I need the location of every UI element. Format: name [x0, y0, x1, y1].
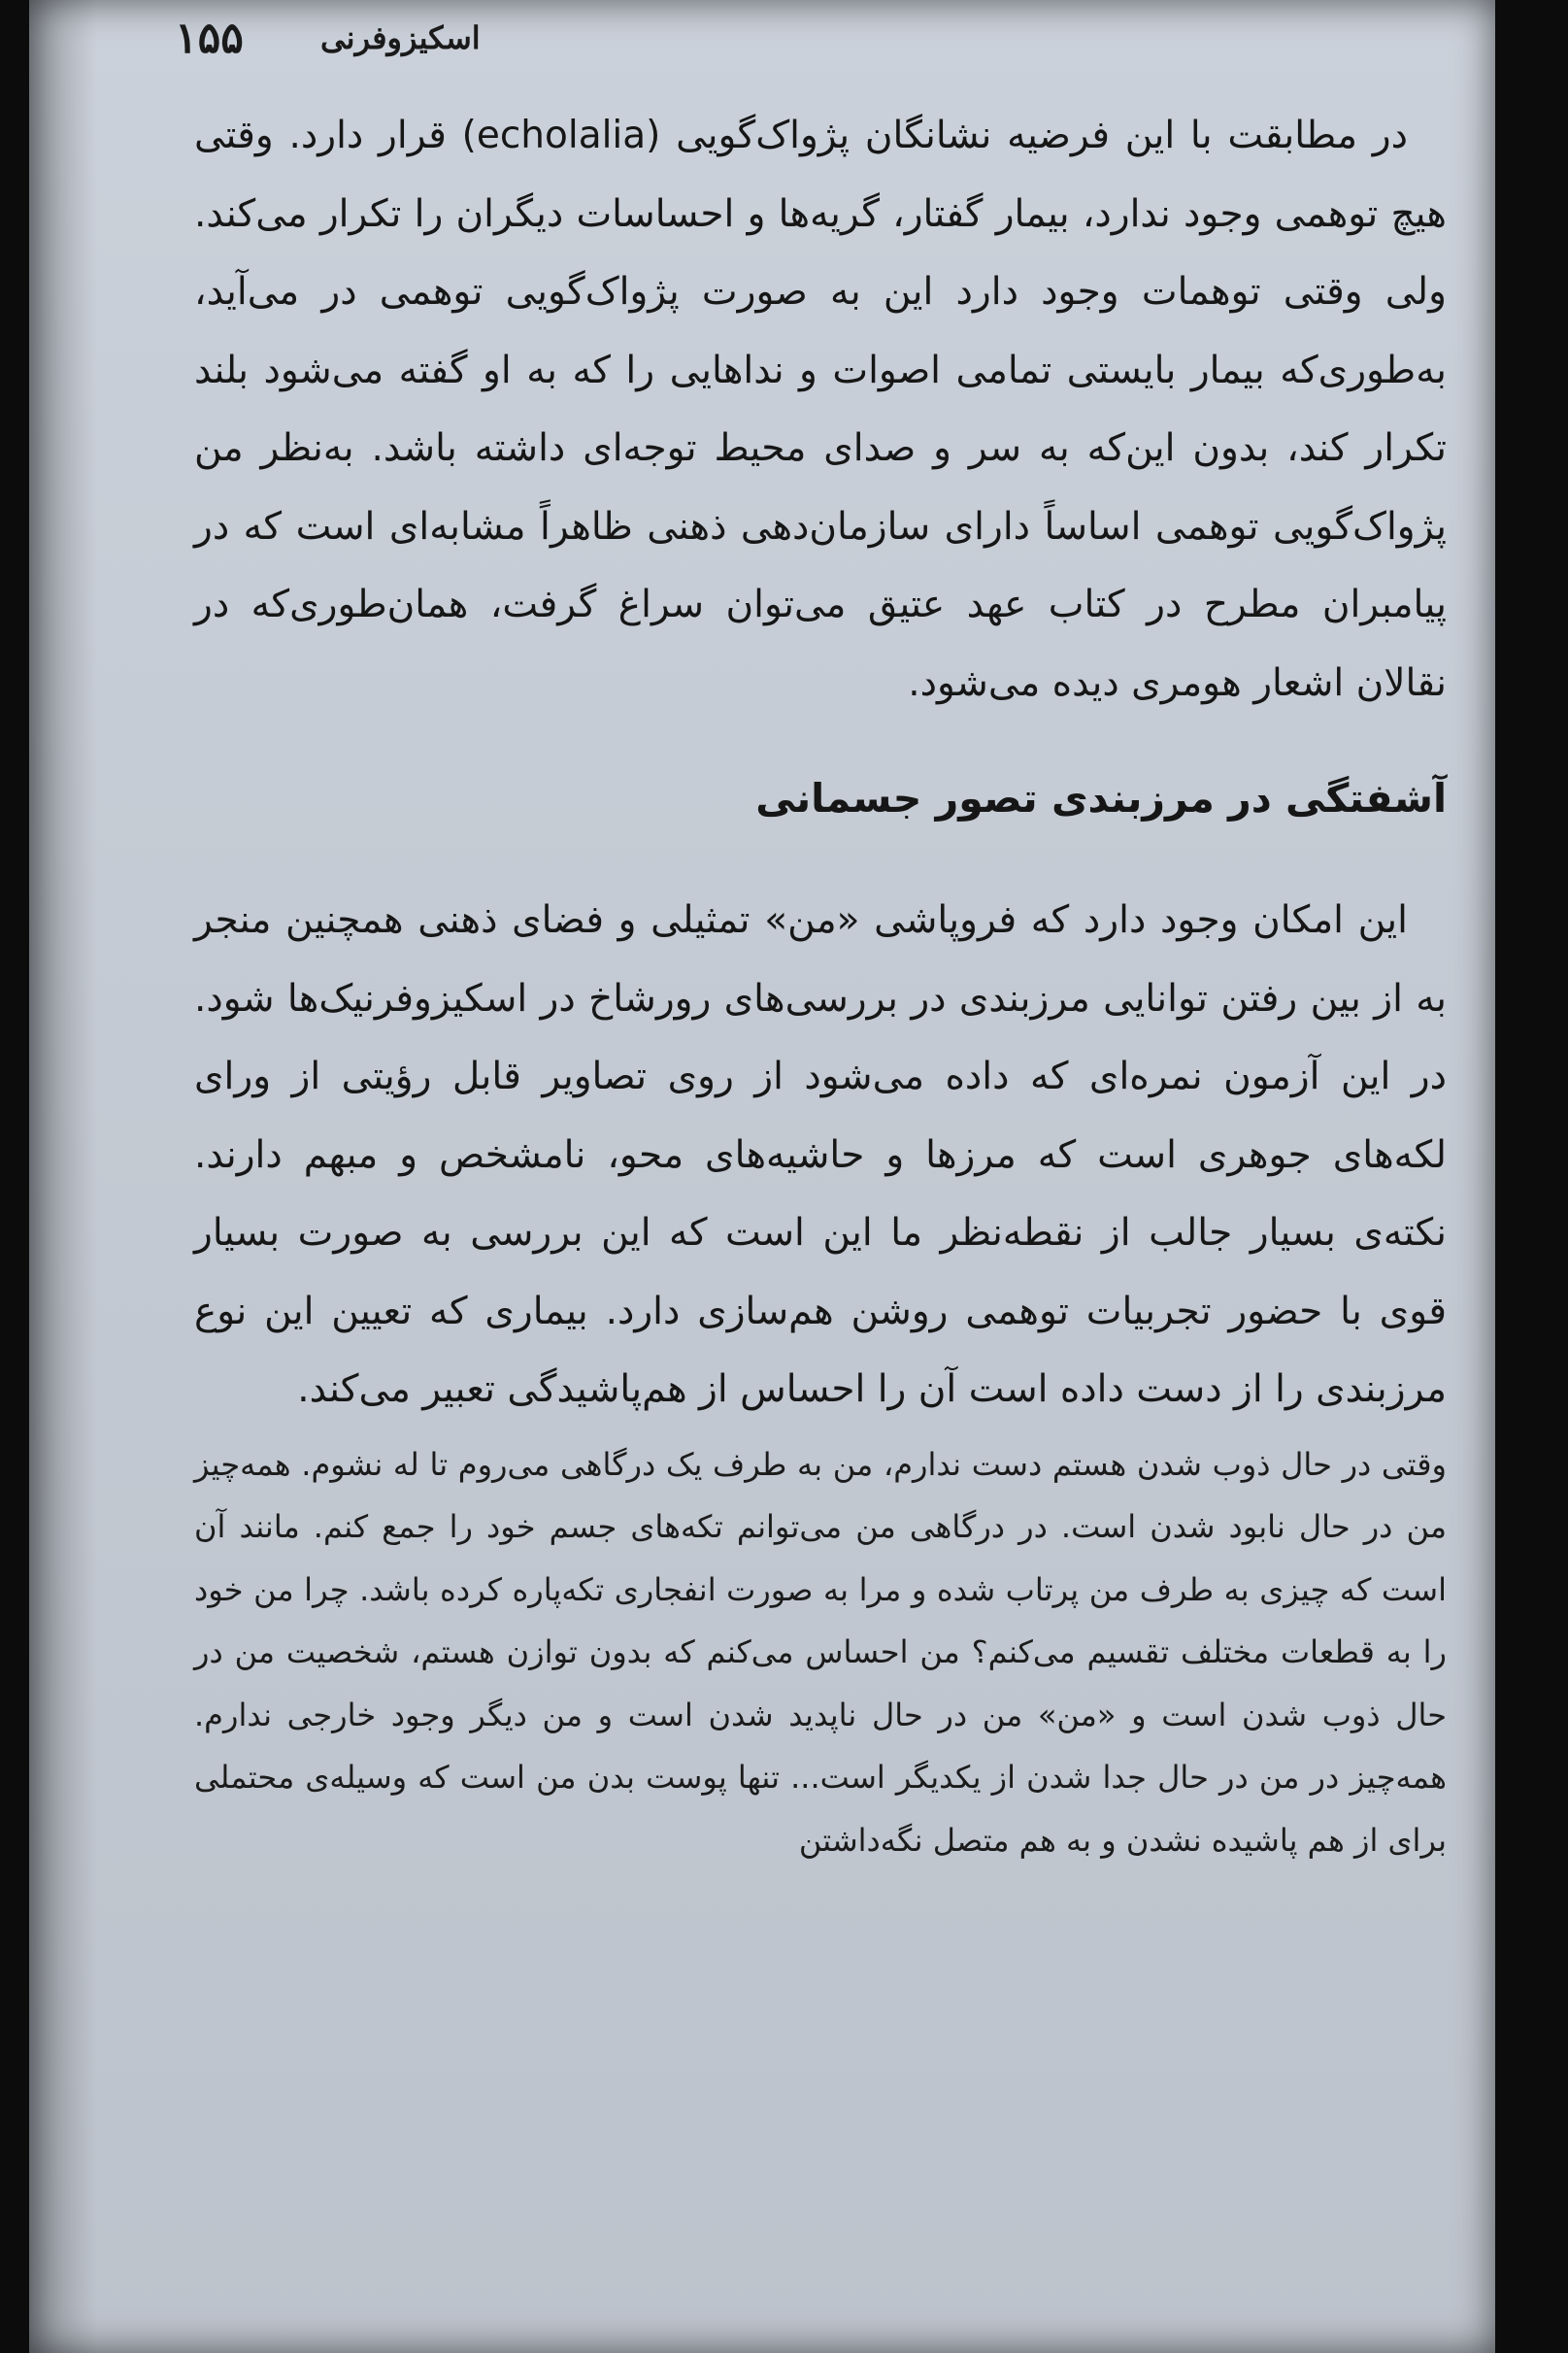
paragraph-rorschach: این امکان وجود دارد که فروپاشی «من» تمثیلی و فضای ذهنی همچنین منجر به از بین رفتن توانایی مرزبندی در بررسی‌های رورشاخ در اسکیزوفرنیک‌ها شود. در این آزمون نمره‌ای که داده می‌شود از روی تصاویر قابل رؤیتی از ورای لکه‌های جوهری است که مرزها و حاشیه‌های محو، نامشخص و مبهم دارند. نکته‌ی بسیار جالب از نقطه‌نظر ما این است که این بررسی به صورت بسیار قوی با حضور تجربیات توهمی روشن هم‌سازی دارد. بیماری که تعیین این نوع مرزبندی را از دست داده است آن را احساس از هم‌پاشیدگی تعبیر می‌کند. [194, 898, 1447, 1411]
paragraph-echolalia: در مطابقت با این فرضیه نشانگان پژواک‌گویی (echolalia) قرار دارد. وقتی هیچ توهمی وجود ندارد، بیمار گفتار، گریه‌ها و احساسات دیگران را تکرار می‌کند. ولی وقتی توهمات وجود دارد این به صورت پژواک‌گویی توهمی در می‌آید، به‌طوری‌که بیمار بایستی تمامی اصوات و نداهایی را که به او گفته می‌شود بلند تکرار کند، بدون این‌که به سر و صدای محیط توجه‌ای داشته باشد. به‌نظر من پژواک‌گویی توهمی اساساً دارای سازمان‌دهی ذهنی ظاهراً مشابه‌ای است که در پیامبران مطرح در کتاب عهد عتیق می‌توان سراغ گرفت، همان‌طوری‌که در نقالان اشعار هومری دیده می‌شود. [194, 114, 1447, 705]
section-heading: آشفتگی در مرزبندی تصور جسمانی [755, 775, 1447, 822]
body-text [194, 97, 1447, 1871]
page-number: ۱۵۵ [175, 14, 244, 63]
running-head [175, 14, 1437, 72]
book-page [29, 0, 1495, 2353]
spine-shadow [29, 0, 97, 2353]
chapter-title: اسکیزوفرنی [320, 19, 481, 56]
patient-quote: وقتی در حال ذوب شدن هستم دست ندارم، من به طرف یک درگاهی می‌روم تا له نشوم. همه‌چیز من در حال نابود شدن است. در درگاهی من می‌توانم تکه‌های جسم خود را جمع کنم. مانند آن است که چیزی به طرف من پرتاب شده و مرا به صورت انفجاری تکه‌پاره کرده باشد. چرا من خود را به قطعات مختلف تقسیم می‌کنم؟ من احساس می‌کنم که بدون توازن هستم، شخصیت من در حال ذوب شدن است و «من» من در حال ناپدید شدن است و من دیگر وجود خارجی ندارم. همه‌چیز در من در حال جدا شدن از یکدیگر است... تنها پوست بدن من است که وسیله‌ی محتملی برای از هم پاشیده نشدن و به هم متصل نگه‌داشتن [194, 1445, 1447, 1859]
